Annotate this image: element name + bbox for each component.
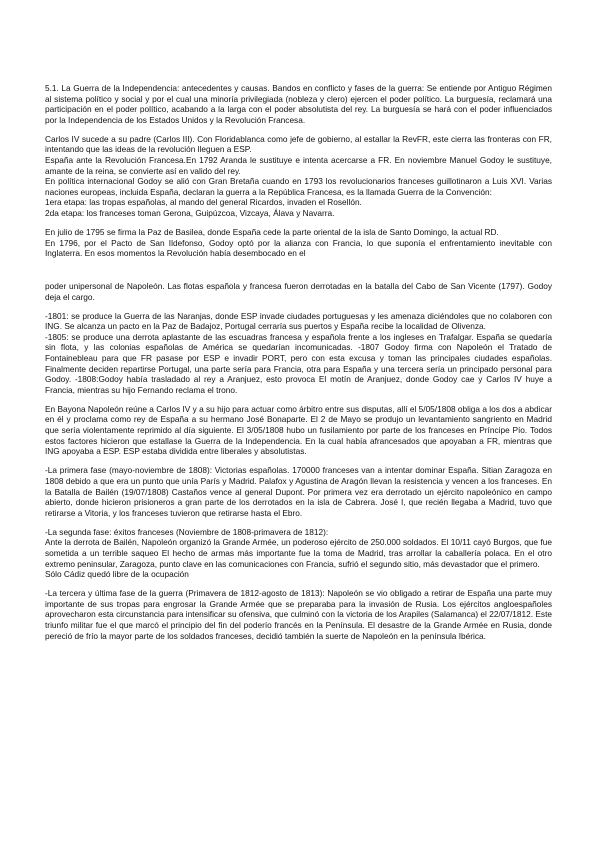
paragraph-bayona: En Bayona Napoleón reúne a Carlos IV y a su hijo para actuar como árbitro entre sus disputas, allí el 5/05/1808 obliga a los dos a abdicar en él y proclama como rey de España a su hermano José Bonaparte. El 2 de Mayo se produjo un levantamiento sangriento en Madrid que sería violentamente reprimido al día siguiente. El 3/05/1808 hubo un fusilamiento por parte de los franceses en Príncipe Pío. Todos estos factores hicieron que estallase la Guerra de la Independencia. En la cual había afrancesados que apoyaban a FR, mientras que ING apoyaba a ESP. ESP estaba dividida entre liberales y absolutistas. [45, 403, 552, 457]
paragraph-segunda-fase-heading: -La segunda fase: éxitos franceses (Noviembre de 1808-primavera de 1812): [45, 526, 329, 537]
paragraph-primera-etapa: 1era etapa: las tropas españolas, al mando del general Ricardos, invaden el Rosellón. [45, 197, 362, 208]
paragraph-segunda-fase: Ante la derrota de Bailén, Napoleón organizó la Grande Armée, un poderoso ejército de 250.000 soldados. El 10/11 cayó Burgos, que fue sometida a un terrible saqueo El hecho de armas más importante fue la toma de Madrid, tras arrollar la caballería polaca. En el otro extremo peninsular, Zaragoza, punto clave en las comunicaciones con Francia, sufrió el segundo sitio, más devastador que el primero. [45, 537, 552, 569]
paragraph-guerra-convencion: En política internacional Godoy se alió con Gran Bretaña cuando en 1793 los revolucionarios franceses guillotinaron a Luis XVI. Varias naciones europeas, incluida España, declaran la guerra a la República Francesa, es la llamada Guerra de la Convención: [45, 176, 552, 197]
paragraph-1805: -1805: se produce una derrota aplastante de las escuadras francesa y española frente a los ingleses en Trafalgar. España se quedaría sin flota, y las colonias españolas de América se quedarían incomunicadas. -1807 Godoy firma con Napoleón el Tratado de Fontainebleau para que FR pasase por ESP e invadir PORT, pero con esta excusa y toman las principales ciudades españolas. Finalmente deciden repartirse Portugal, una parte sería para Francia, otra para España y una tercera sería un principado personal para Godoy. -1808:Godoy había trasladado al rey a Aranjuez, esto provoca El motín de Aranjuez, donde Godoy cae y Carlos IV huye a Francia, mientras su hijo Fernando reclama el trono. [45, 331, 552, 395]
paragraph-revolucion-francesa: España ante la Revolución Francesa.En 1792 Aranda le sustituye e intenta acercarse a FR. En noviembre Manuel Godoy le sustituye, amante de la reina, se convierte así en valido del rey. [45, 155, 552, 176]
paragraph-napoleon: poder unipersonal de Napoleón. Las flotas española y francesa fueron derrotadas en la batalla del Cabo de San Vicente (1797). Godoy deja el cargo. [45, 280, 552, 302]
paragraph-segunda-etapa: 2da etapa: los franceses toman Gerona, Guipúzcoa, Vizcaya, Álava y Navarra. [45, 208, 335, 219]
paragraph-cadiz: Sólo Cádiz quedó libre de la ocupación [45, 569, 189, 580]
paragraph-1801: -1801: se produce la Guerra de las Naranjas, donde ESP invade ciudades portuguesas y les amenaza diciéndoles que no colaboren con ING. Se alcanza un pacto en la Paz de Badajoz, Portugal cerraría sus puertos y España recibe la localidad de Olivenza. [45, 310, 552, 332]
paragraph-intro: 5.1. La Guerra de la Independencia: antecedentes y causas. Bandos en conflicto y fases de la guerra: Se entiende por Antiguo Régimen al sistema político y social y por el cual una minoría privilegiada (nobleza y clero) ejercen el poder político. La burguesía, reclamará una participación en el poder político, acabando a la larga con el poder absolutista del rey. La burguesía se hará con el poder influenciados por la Independencia de los Estados Unidos y la Revolución Francesa. [45, 83, 552, 125]
paragraph-tercera-fase: -La tercera y última fase de la guerra (Primavera de 1812-agosto de 1813): Napoleón se vio obligado a retirar de España una parte muy importante de sus tropas para engrosar la Grande Armée que se preparaba para la invasión de Rusia. Los ejércitos angloespañoles aprovecharon esta circunstancia para intensificar su ofensiva, que culminó con la victoria de los Arapiles (Salamanca) el 22/07/1812. Este triunfo militar fue el que marcó el principio del fin del poderío francés en la Península. El desastre de la Grande Armée en Rusia, donde pereció de frío la mayor parte de los soldados franceses, decidió también la suerte de Napoleón en la península Ibérica. [45, 588, 552, 641]
paragraph-primera-fase: -La primera fase (mayo-noviembre de 1808): Victorias españolas. 170000 franceses van a intentar dominar España. Sitian Zaragoza en 1808 debido a que era un punto que unía París y Madrid. Palafox y Agustina de Aragón llevan la resistencia y vencen a los franceses. En la Batalla de Bailén (19/07/1808) Castaños vence al general Dupont. Por primera vez era derrotado un ejército napoleónico en campo abierto, donde hicieron prisioneros a gran parte de los derrotados en la isla de Cabrera. José I, que recién llegaba a Madrid, tuvo que retirarse a Vitoria, y los franceses tuvieron que retirarse hasta el Ebro. [45, 465, 552, 518]
paragraph-carlos-iv: Carlos IV sucede a su padre (Carlos III). Con Floridablanca como jefe de gobierno, al estallar la RevFR, este cierra las fronteras con FR, intentando que las ideas de la revolución lleguen a ESP. [45, 133, 552, 155]
paragraph-san-ildefonso: En 1796, por el Pacto de San Ildefonso, Godoy optó por la alianza con Francia, lo que suponía el enfrentamiento inevitable con Inglaterra. En esos momentos la Revolución había desembocado en el [45, 237, 552, 259]
document-body [45, 83, 552, 650]
paragraph-paz-basilea: En julio de 1795 se firma la Paz de Basilea, donde España cede la parte oriental de la isla de Santo Domingo, la actual RD. [45, 227, 499, 238]
